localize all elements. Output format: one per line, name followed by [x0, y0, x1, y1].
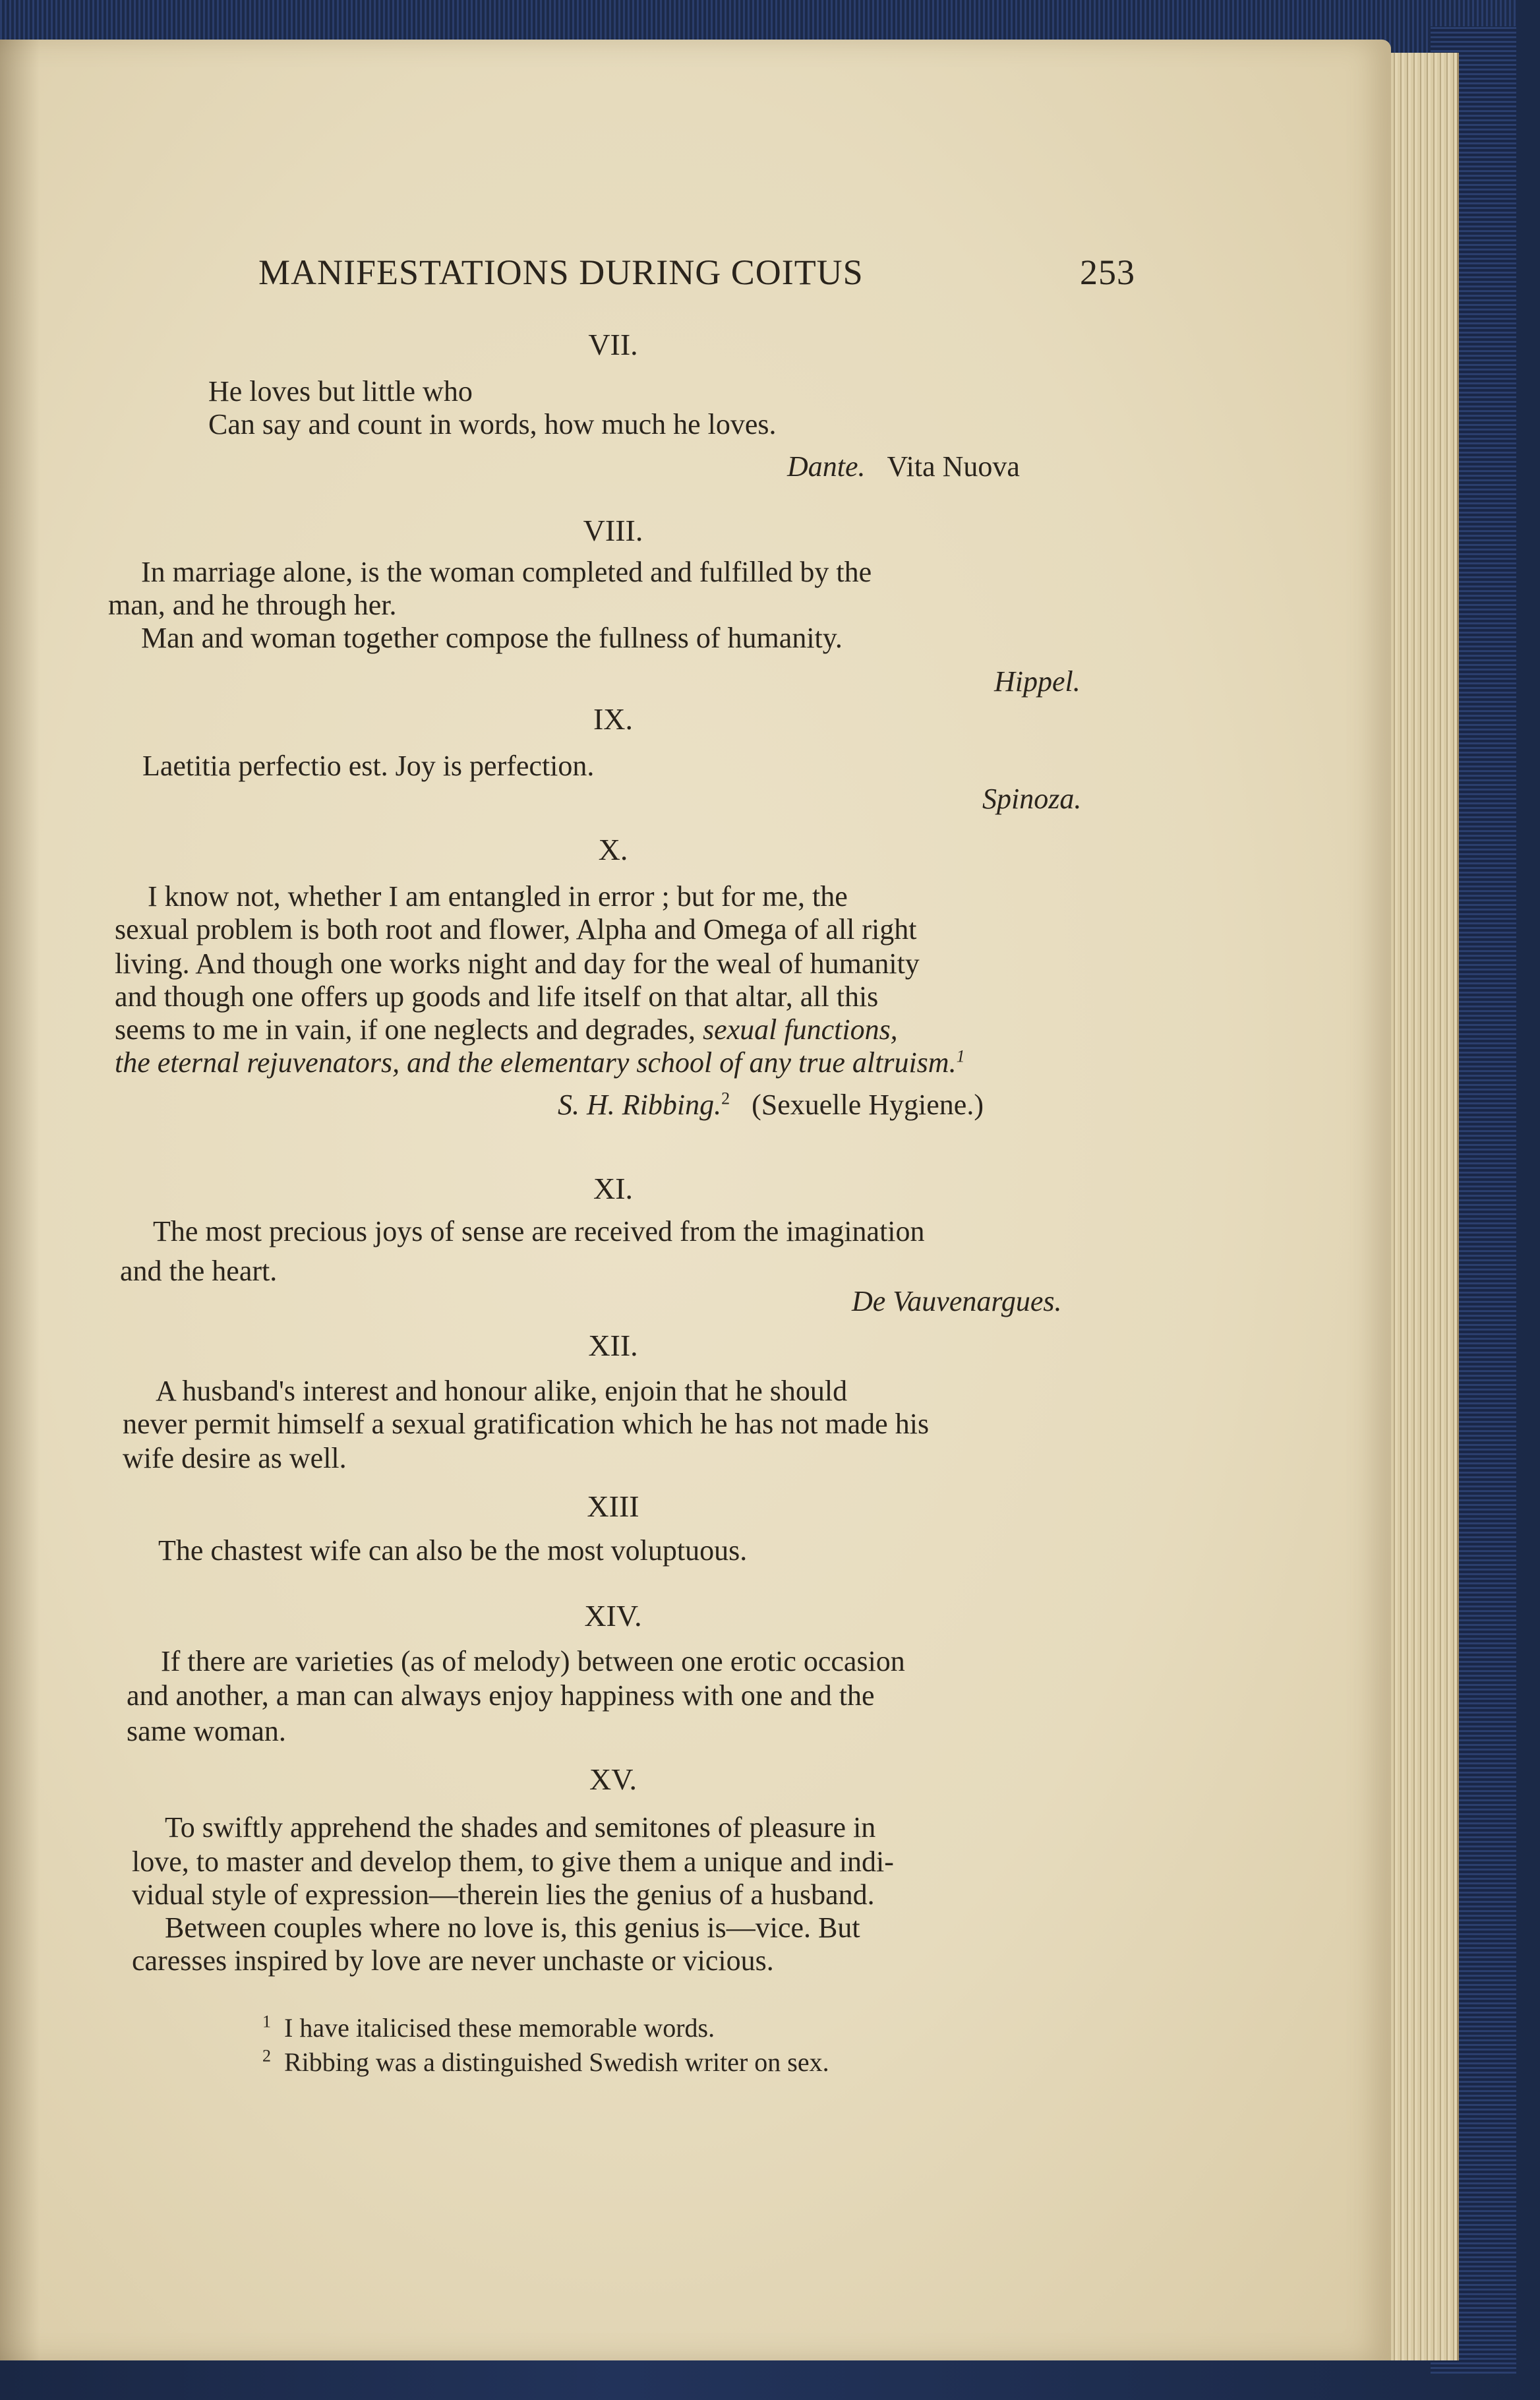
text-line: caresses inspired by love are never unchaste or vicious.: [132, 1944, 774, 1977]
verse-line: Can say and count in words, how much he loves.: [208, 408, 777, 440]
footnote-text: I have italicised these memorable words.: [284, 2013, 715, 2043]
section-number-xv: XV.: [589, 1762, 637, 1796]
section-number-viii: VIII.: [583, 514, 643, 547]
verse-line: He loves but little who: [208, 375, 473, 407]
attribution-work: (Sexuelle Hygiene.): [752, 1089, 984, 1121]
text-line: man, and he through her.: [108, 589, 397, 621]
text-line: In marriage alone, is the woman completed and fulfilled by the: [141, 556, 872, 588]
footnote-mark: 2: [262, 2046, 271, 2066]
text-line: sexual problem is both root and flower, Alpha and Omega of all right: [115, 913, 917, 945]
text-line-italic: [115, 1046, 965, 1080]
attribution-author: Dante.: [787, 450, 866, 483]
text-line: [115, 1013, 898, 1047]
footnote-text: Ribbing was a distinguished Swedish writer on sex.: [284, 2047, 829, 2077]
text-line: and though one offers up goods and life itself on that altar, all this: [115, 980, 879, 1013]
text-line: I know not, whether I am entangled in error ; but for me, the: [148, 880, 848, 913]
attribution-author: Hippel.: [994, 665, 1081, 698]
attribution-work: Vita Nuova: [887, 450, 1020, 483]
attribution-author: S. H. Ribbing.: [558, 1089, 722, 1121]
section-number-xii: XII.: [588, 1329, 638, 1362]
running-title: MANIFESTATIONS DURING COITUS: [258, 253, 864, 292]
attribution: [558, 1088, 984, 1122]
text-line: A husband's interest and honour alike, enjoin that he should: [156, 1375, 848, 1407]
footnote-ref: 1: [956, 1046, 965, 1066]
text-span: seems to me in vain, if one neglects and degrades,: [115, 1013, 696, 1046]
text-line: wife desire as well.: [123, 1442, 347, 1474]
text-line: love, to master and develop them, to give them a unique and indi-: [132, 1845, 894, 1878]
footnote-2: [262, 2047, 829, 2078]
section-number-vii: VII.: [588, 328, 638, 361]
section-number-x: X.: [598, 833, 628, 866]
text-span-italic: sexual functions,: [702, 1013, 898, 1046]
footnote-ref: 2: [721, 1089, 730, 1108]
footnote-mark: 1: [262, 2012, 271, 2031]
attribution: [787, 450, 1020, 484]
section-number-xi: XI.: [593, 1172, 634, 1205]
text-line: vidual style of expression—therein lies the genius of a husband.: [132, 1878, 875, 1911]
section-number-xiii: XIII: [587, 1489, 639, 1523]
section-number-xiv: XIV.: [584, 1599, 642, 1633]
attribution-author: Spinoza.: [982, 783, 1082, 815]
text-line: Man and woman together compose the fullness of humanity.: [141, 622, 843, 654]
section-number-ix: IX.: [593, 702, 634, 736]
attribution-author: De Vauvenargues.: [852, 1285, 1062, 1317]
text-line: The chastest wife can also be the most voluptuous.: [158, 1534, 748, 1567]
page-number: 253: [1080, 253, 1135, 292]
text-line: To swiftly apprehend the shades and semitones of pleasure in: [165, 1811, 876, 1844]
text-line: and another, a man can always enjoy happiness with one and the: [127, 1679, 875, 1712]
text-line: same woman.: [127, 1715, 286, 1747]
text-line: The most precious joys of sense are received from the imagination: [153, 1215, 925, 1247]
text-span-italic: the eternal rejuvenators, and the elementary school of any true altruism.: [115, 1046, 957, 1079]
footnote-1: [262, 2012, 715, 2044]
running-header: [258, 252, 1135, 293]
text-line: Laetitia perfectio est. Joy is perfection.: [142, 750, 595, 782]
text-line: never permit himself a sexual gratification which he has not made his: [123, 1408, 930, 1440]
text-line: If there are varieties (as of melody) between one erotic occasion: [161, 1645, 905, 1677]
text-line: and the heart.: [120, 1255, 278, 1287]
text-line: Between couples where no love is, this genius is—vice. But: [165, 1911, 860, 1944]
text-line: living. And though one works night and day for the weal of humanity: [115, 947, 920, 980]
